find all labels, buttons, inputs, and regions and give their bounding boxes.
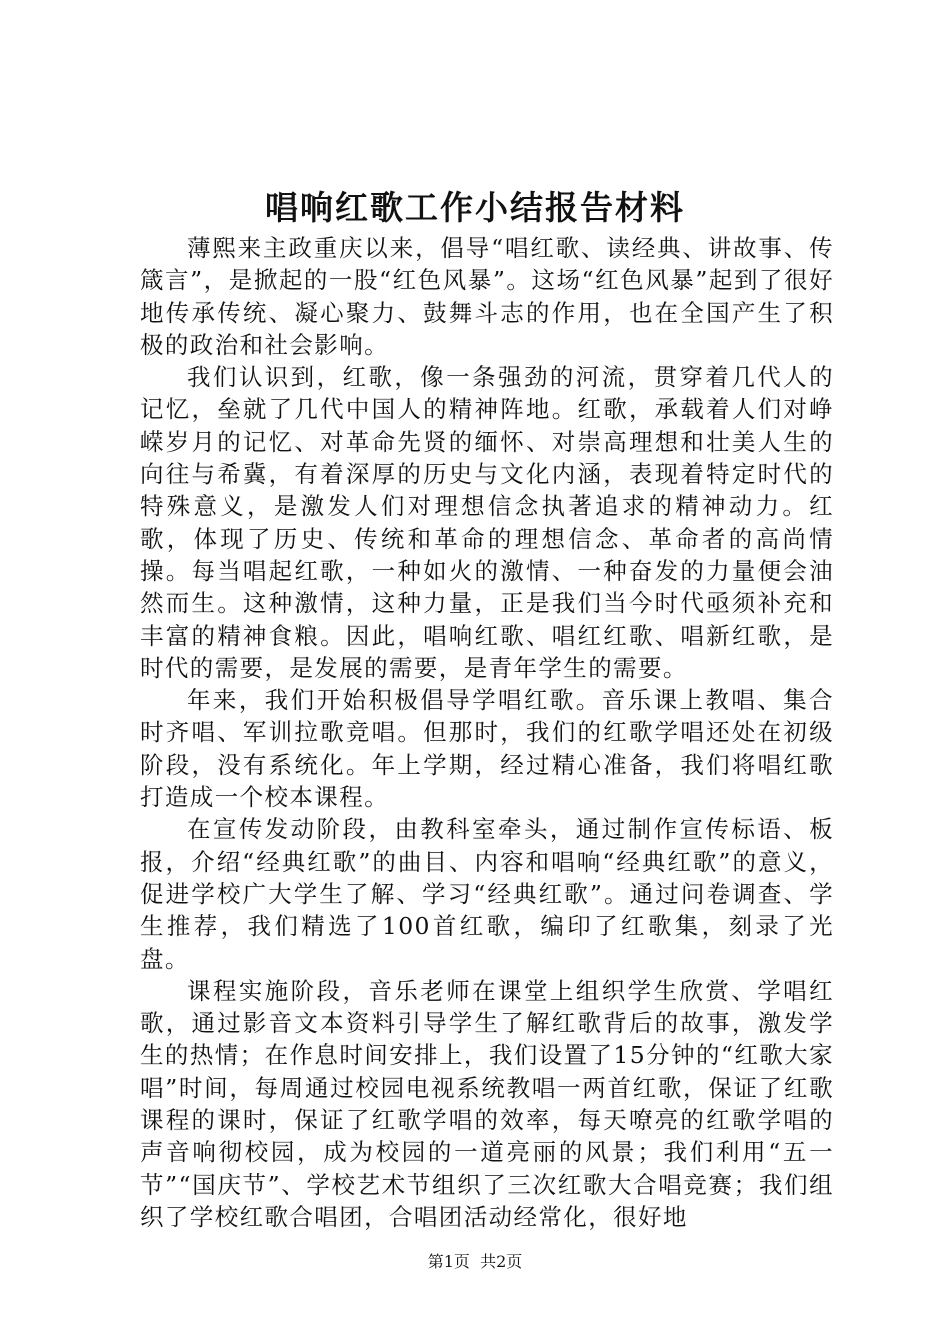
document-title: 唱响红歌工作小结报告材料: [265, 188, 685, 227]
paragraph: 薄熙来主政重庆以来，倡导“唱红歌、读经典、讲故事、传箴言”，是掀起的一股“红色风暴”。这场“红色风暴”起到了很好地传承传统、凝心聚力、鼓舞斗志的作用，也在全国产生了积极的政治和社会影响。: [140, 234, 834, 359]
footer-separator: [470, 1252, 480, 1271]
paragraph: 在宣传发动阶段，由教科室牵头，通过制作宣传标语、板报，介绍“经典红歌”的曲目、内容和唱响“经典红歌”的意义，促进学校广大学生了解、学习“经典红歌”。通过问卷调查、学生推荐，我们精选了100首红歌，编印了红歌集，刻录了光盘。: [140, 815, 834, 973]
page-footer: [0, 1252, 950, 1272]
page-total: 共2页: [480, 1252, 523, 1271]
paragraph: 我们认识到，红歌，像一条强劲的河流，贯穿着几代人的记忆，垒就了几代中国人的精神阵地。红歌，承载着人们对峥嵘岁月的记忆、对革命先贤的缅怀、对崇高理想和壮美人生的向往与希冀，有着深厚的历史与文化内涵，表现着特定时代的特殊意义，是激发人们对理想信念执著追求的精神动力。红歌，体现了历史、传统和革命的理想信念、革命者的高尚情操。每当唱起红歌，一种如火的激情、一种奋发的力量便会油然而生。这种激情，这种力量，正是我们当今时代亟须补充和丰富的精神食粮。因此，唱响红歌、唱红红歌、唱新红歌，是时代的需要，是发展的需要，是青年学生的需要。: [140, 363, 834, 682]
page-number: 第1页: [427, 1252, 470, 1271]
paragraph: 年来，我们开始积极倡导学唱红歌。音乐课上教唱、集合时齐唱、军训拉歌竞唱。但那时，我们的红歌学唱还处在初级阶段，没有系统化。年上学期，经过精心准备，我们将唱红歌打造成一个校本课程。: [140, 686, 834, 812]
document-body: [140, 232, 834, 1233]
paragraph: 课程实施阶段，音乐老师在课堂上组织学生欣赏、学唱红歌，通过影音文本资料引导学生了解红歌背后的故事，激发学生的热情；在作息时间安排上，我们设置了15分钟的“红歌大家唱”时间，每周通过校园电视系统教唱一两首红歌，保证了红歌课程的课时，保证了红歌学唱的效率，每天嘹亮的红歌学唱的声音响彻校园，成为校园的一道亮丽的风景；我们利用“五一节”“国庆节”、学校艺术节组织了三次红歌大合唱竞赛；我们组织了学校红歌合唱团，合唱团活动经常化，很好地: [140, 976, 834, 1231]
